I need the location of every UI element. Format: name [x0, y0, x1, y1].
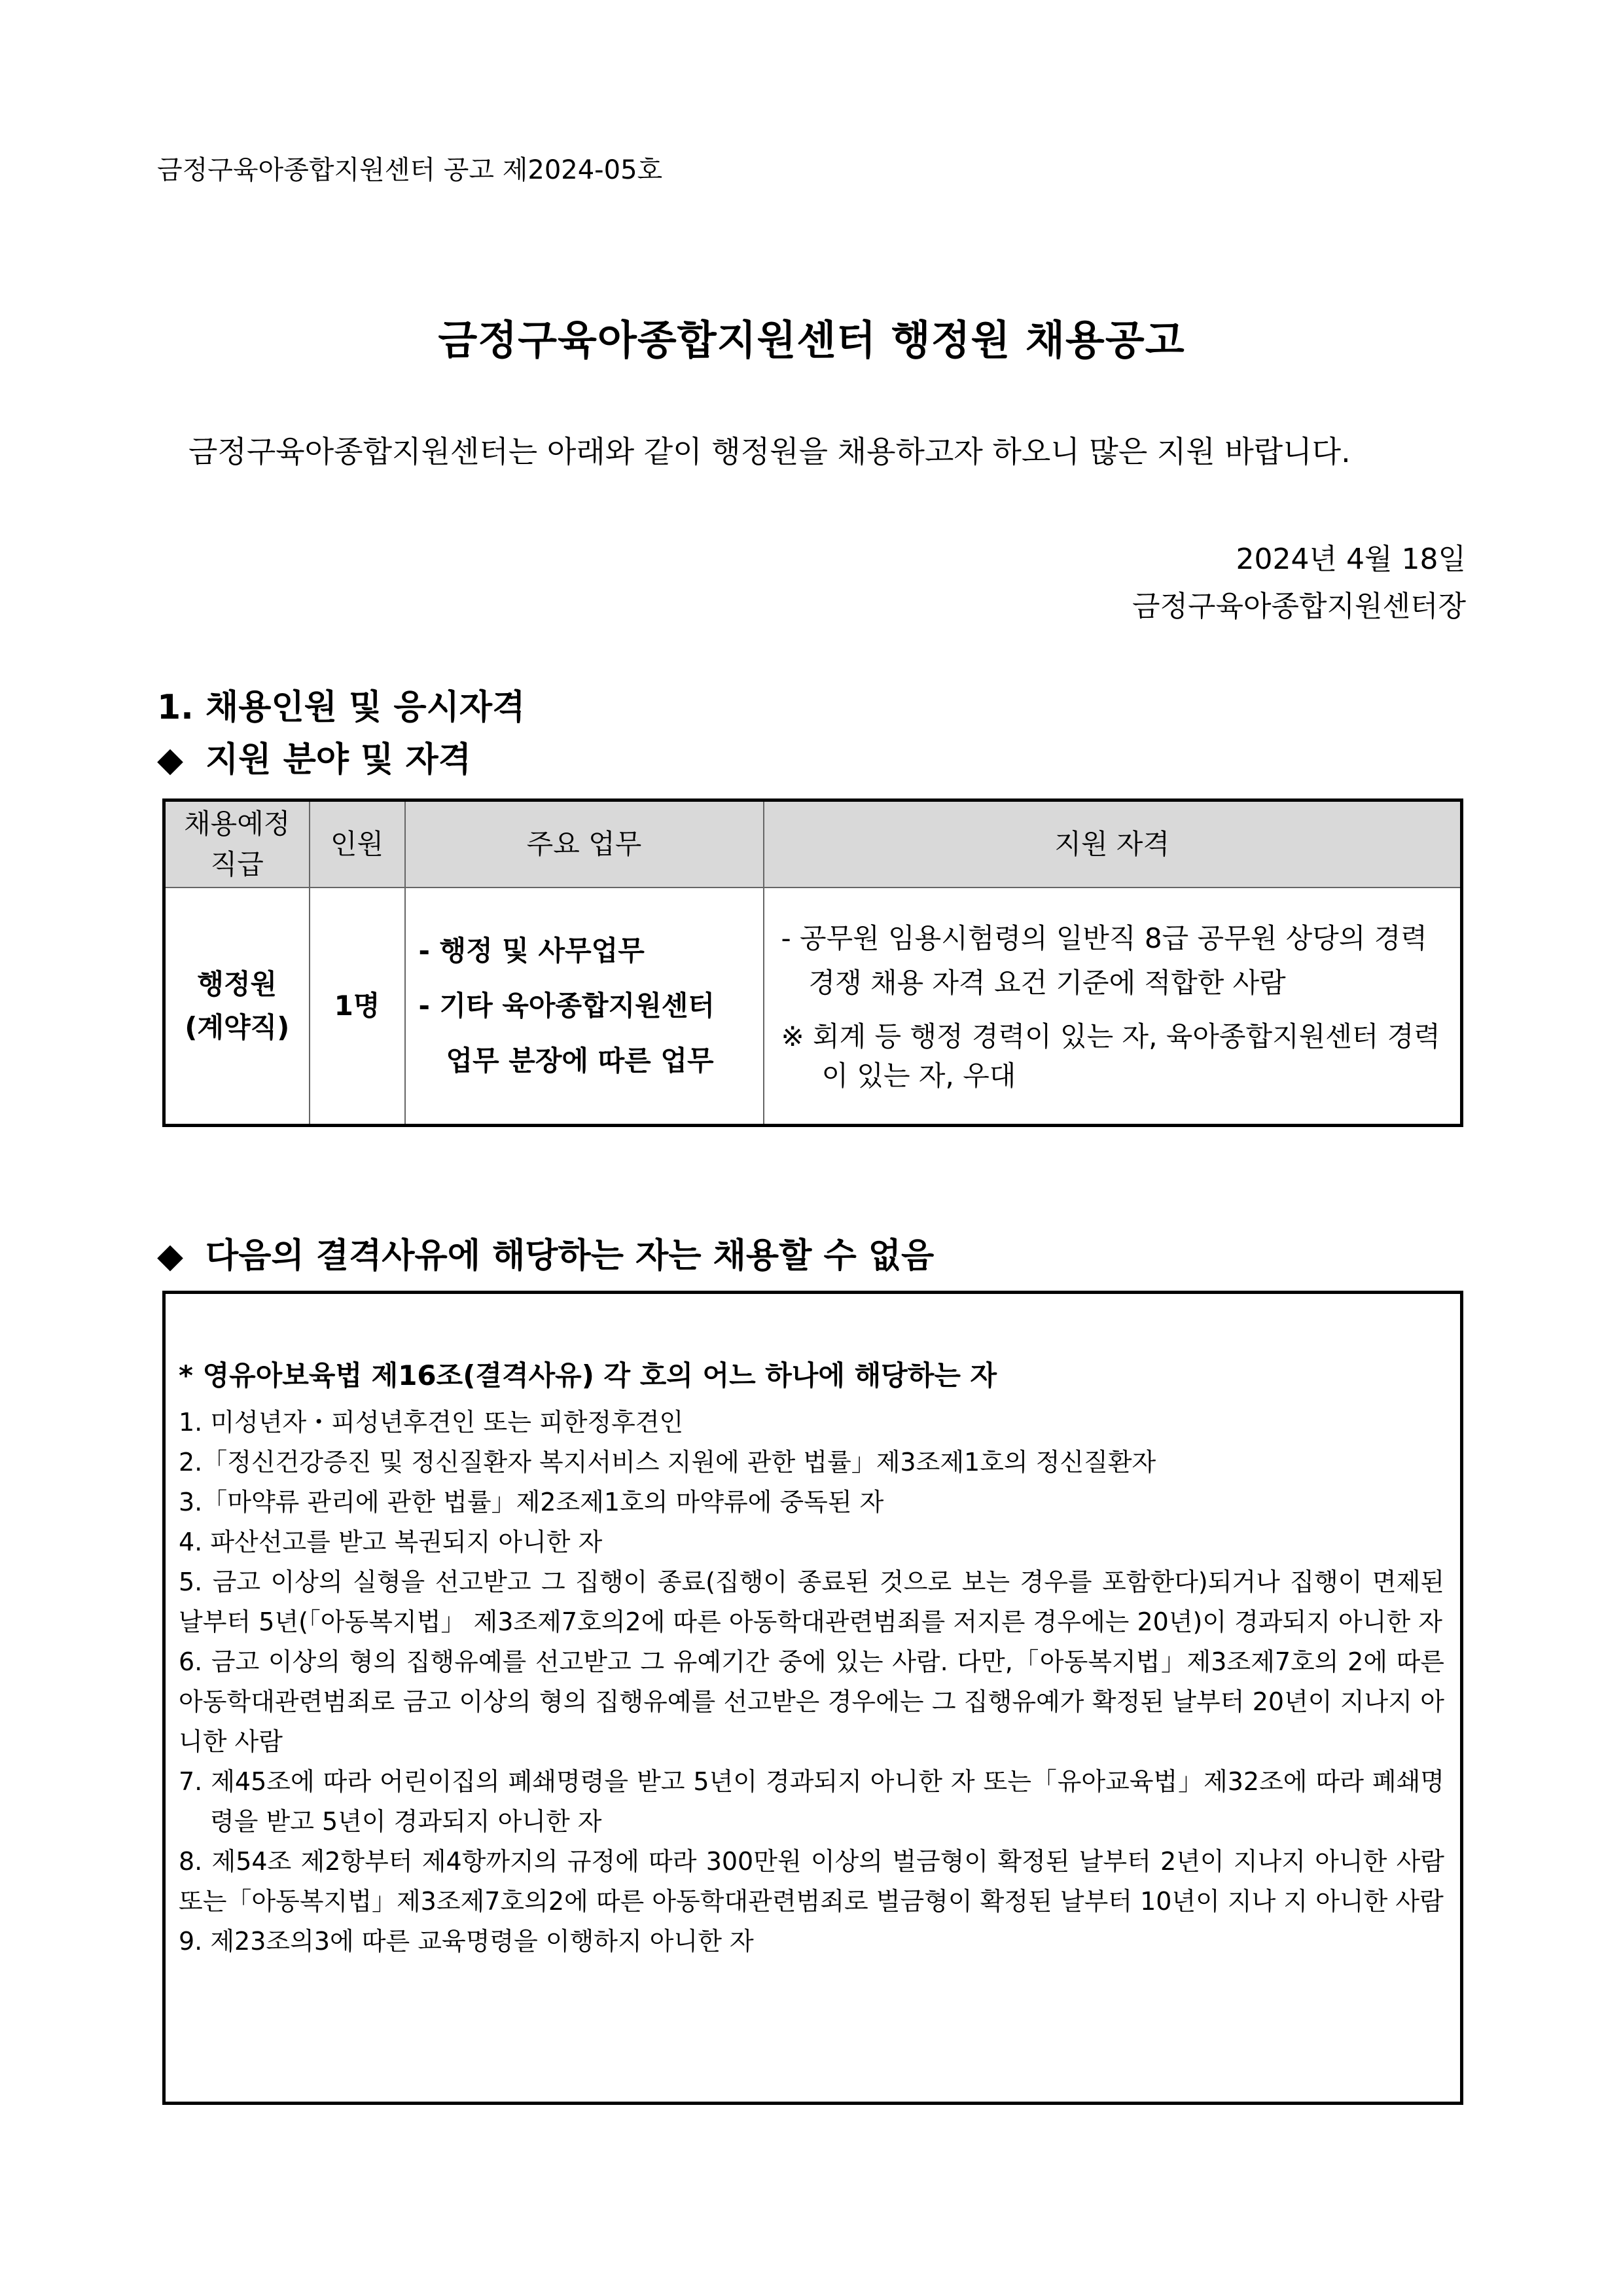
cell-duties — [405, 888, 764, 1126]
header-count: 인원 — [310, 800, 405, 888]
position-name: 행정원 — [197, 968, 277, 1000]
list-item: 9. 제23조의3에 따른 교육명령을 이행하지 아니한 자 — [179, 1927, 754, 1956]
duty-2: - 기타 육아종합지원센터 — [418, 990, 715, 1022]
intro-paragraph: 금정구육아종합지원센터는 아래와 같이 행정원을 채용하고자 하오니 많은 지원 바랍니다. — [188, 434, 1351, 469]
header-qualification: 지원 자격 — [764, 800, 1462, 888]
cell-position — [164, 888, 310, 1126]
diamond-bullet-icon: ◆ — [157, 1236, 183, 1276]
subsection-fields-label: 지원 분야 및 자격 — [205, 740, 471, 780]
page-title: 금정구육아종합지원센터 행정원 채용공고 — [438, 316, 1185, 364]
qualification-1: - 공무원 임용시험령의 일반직 8급 공무원 상당의 경력경쟁 채용 자격 요건 기준에 적합한 사람 — [781, 922, 1427, 999]
cell-count: 1명 — [310, 888, 405, 1126]
notice-number: 금정구육아종합지원센터 공고 제2024-05호 — [157, 155, 663, 185]
list-item: 4. 파산선고를 받고 복권되지 아니한 자 — [179, 1528, 603, 1556]
subsection-disqual-label: 다음의 결격사유에 해당하는 자는 채용할 수 없음 — [205, 1236, 935, 1276]
duty-2-continued: 업무 분장에 따른 업무 — [446, 1045, 714, 1077]
disqualification-heading: * 영유아보육법 제16조(결격사유) 각 호의 어느 하나에 해당하는 자 — [179, 1359, 997, 1391]
header-position-line2: 직급 — [210, 848, 264, 880]
list-item: 7. 제45조에 따라 어린이집의 폐쇄명령을 받고 5년이 경과되지 아니한 자 또는「유아교육법」제32조에 따라 폐쇄명령을 받고 5년이 경과되지 아니한 자 — [179, 1767, 1444, 1836]
table-header-row — [164, 800, 1462, 888]
list-item: 8. 제54조 제2항부터 제4항까지의 규정에 따라 300만원 이상의 벌금형이 확정된 날부터 2년이 지나지 아니한 사람 또는「아동복지법」제3조제7호의2에 따른 아동학대관련범죄로 벌금형이 확정된 날부터 10년이 지나 지 아니한 사람 — [179, 1847, 1444, 1916]
section-1-heading: 1. 채용인원 및 응시자격 — [157, 688, 526, 727]
cell-qualification — [764, 888, 1462, 1126]
list-item: 3.「마약류 관리에 관한 법률」제2조제1호의 마약류에 중독된 자 — [179, 1488, 884, 1516]
list-item: 5. 금고 이상의 실형을 선고받고 그 집행이 종료(집행이 종료된 것으로 보는 경우를 포함한다)되거나 집행이 면제된 날부터 5년(「아동복지법」 제3조제7호의2에 따른 아동학대관련범죄를 저지른 경우에는 20년)이 경과되지 아니한 자 — [179, 1568, 1444, 1636]
qualification-preference: ※ 회계 등 행정 경력이 있는 자, 육아종합지원센터 경력이 있는 자, 우대 — [781, 1020, 1440, 1092]
diamond-bullet-icon: ◆ — [157, 740, 183, 780]
recruitment-table — [162, 798, 1463, 1127]
list-item: 2.「정신건강증진 및 정신질환자 복지서비스 지원에 관한 법률」제3조제1호의 정신질환자 — [179, 1448, 1156, 1477]
position-type: (계약직) — [185, 1011, 290, 1043]
duty-1: - 행정 및 사무업무 — [418, 935, 645, 967]
list-item: 6. 금고 이상의 형의 집행유예를 선고받고 그 유예기간 중에 있는 사람. 다만,「아동복지법」제3조제7호의 2에 따른 아동학대관련범죄로 금고 이상의 형의 집행유예를 선고받은 경우에는 그 집행유예가 확정된 날부터 20년이 지나지 아니한 사람 — [179, 1647, 1444, 1756]
list-item: 1. 미성년자・피성년후견인 또는 피한정후견인 — [179, 1408, 684, 1437]
subsection-disqual-heading — [157, 1228, 934, 1277]
disqualification-box — [162, 1291, 1463, 2105]
disqualification-list — [179, 1403, 1444, 1962]
table-row — [164, 888, 1462, 1126]
subsection-fields-heading — [157, 732, 471, 781]
header-position-line1: 채용예정 — [184, 808, 291, 840]
header-duties: 주요 업무 — [405, 800, 764, 888]
signer: 금정구육아종합지원센터장 — [1132, 590, 1466, 623]
notice-date: 2024년 4월 18일 — [1236, 543, 1466, 576]
header-position — [164, 800, 310, 888]
